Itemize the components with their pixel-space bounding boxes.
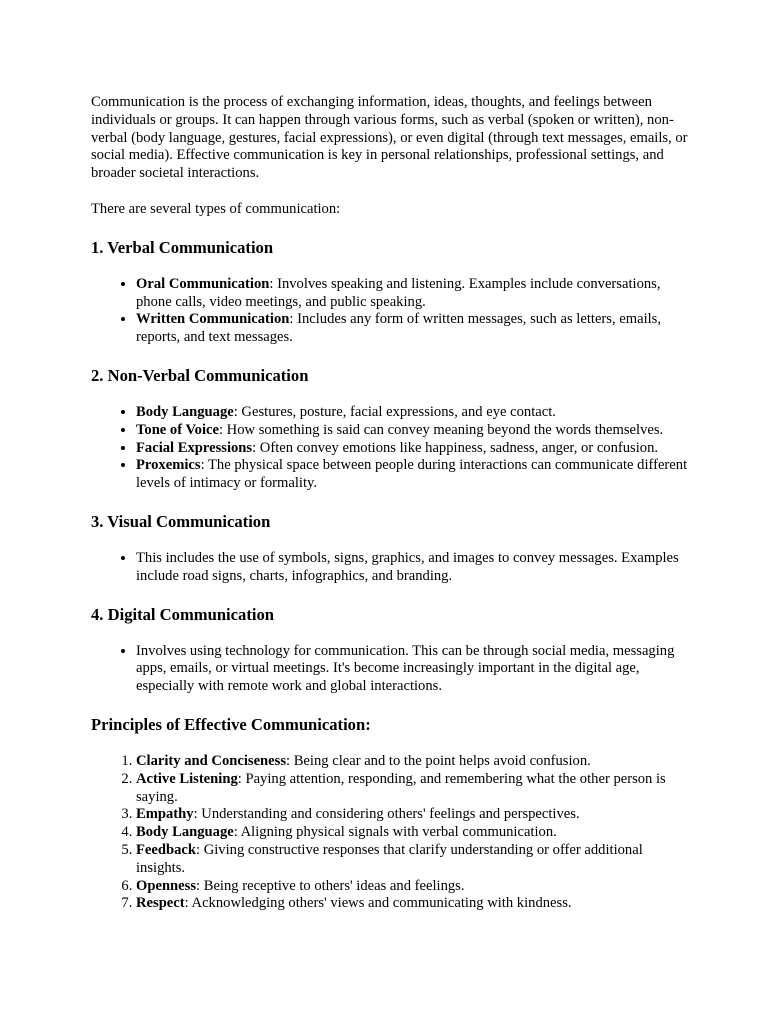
visual-list [91,550,691,586]
list-item [136,878,691,896]
section-heading-verbal: 1. Verbal Communication [91,237,274,257]
list-item [136,276,691,312]
list-item-text: : Paying attention, responding, and remembering what the other person is saying. [136,770,666,805]
list-item-term: Empathy [136,806,194,823]
list-item [136,422,691,440]
list-item [136,771,691,807]
list-item [136,842,691,878]
list-item-text: : The physical space between people during interactions can communicate different levels of intimacy or formality. [136,457,688,492]
types-intro-paragraph: There are several types of communication: [91,200,341,217]
list-item [136,806,691,824]
list-item-text: : Aligning physical signals with verbal communication. [233,824,557,841]
list-item [136,643,691,696]
list-item-text: : Gestures, posture, facial expressions, and eye contact. [233,403,556,420]
section-heading-visual: 3. Visual Communication [91,511,271,531]
list-item-text: This includes the use of symbols, signs, graphics, and images to convey messages. Examples include road signs, charts, infographics, and branding. [136,549,679,584]
list-item-term: Oral Communication [136,275,270,292]
list-item-term: Facial Expressions [136,439,253,456]
list-item [136,404,691,422]
list-item-term: Feedback [136,841,196,858]
list-item-term: Body Language [136,403,234,420]
list-item-text: : Being receptive to others' ideas and feelings. [196,877,465,894]
list-item-text: : Understanding and considering others' feelings and perspectives. [193,806,580,823]
list-item-term: Openness [136,877,197,894]
list-item-term: Clarity and Conciseness [136,752,286,769]
list-item [136,457,691,493]
list-item-text: : Involves speaking and listening. Examples include conversations, phone calls, video meetings, and public speaking. [136,275,661,310]
section-heading-digital: 4. Digital Communication [91,604,274,624]
list-item [136,311,691,347]
list-item-text: : Giving constructive responses that clarify understanding or offer additional insights. [136,841,643,876]
section-heading-non-verbal: 2. Non-Verbal Communication [91,365,309,385]
document-body [91,94,691,913]
non-verbal-list [91,404,691,493]
list-item-term: Proxemics [136,457,201,474]
section-heading-principles: Principles of Effective Communication: [91,714,371,734]
digital-list [91,643,691,696]
list-item-text: : Being clear and to the point helps avoid confusion. [286,752,591,769]
list-item-text: : Includes any form of written messages, such as letters, emails, reports, and text messages. [136,311,662,346]
list-item-term: Respect [136,895,185,912]
list-item-text: Involves using technology for communication. This can be through social media, messaging apps, emails, or virtual meetings. It's become increasingly important in the digital age, especially with remote work and global interactions. [136,642,675,695]
intro-paragraph: Communication is the process of exchanging information, ideas, thoughts, and feelings between individuals or groups. It can happen through various forms, such as verbal (spoken or written), non-verbal (body language, gestures, facial expressions), or even digital (through text messages, emails, or social media). Effective communication is key in personal relationships, professional settings, and broader societal interactions. [91,94,688,182]
list-item-text: : Acknowledging others' views and communicating with kindness. [184,895,572,912]
list-item-term: Active Listening [136,770,238,787]
list-item [136,550,691,586]
principles-list [91,753,691,913]
list-item-term: Written Communication [136,311,290,328]
list-item [136,824,691,842]
verbal-list [91,276,691,347]
list-item-term: Tone of Voice [136,421,219,438]
list-item [136,753,691,771]
list-item [136,440,691,458]
list-item-term: Body Language [136,824,234,841]
list-item-text: : Often convey emotions like happiness, sadness, anger, or confusion. [252,439,659,456]
list-item-text: : How something is said can convey meaning beyond the words themselves. [218,421,664,438]
list-item [136,895,691,913]
